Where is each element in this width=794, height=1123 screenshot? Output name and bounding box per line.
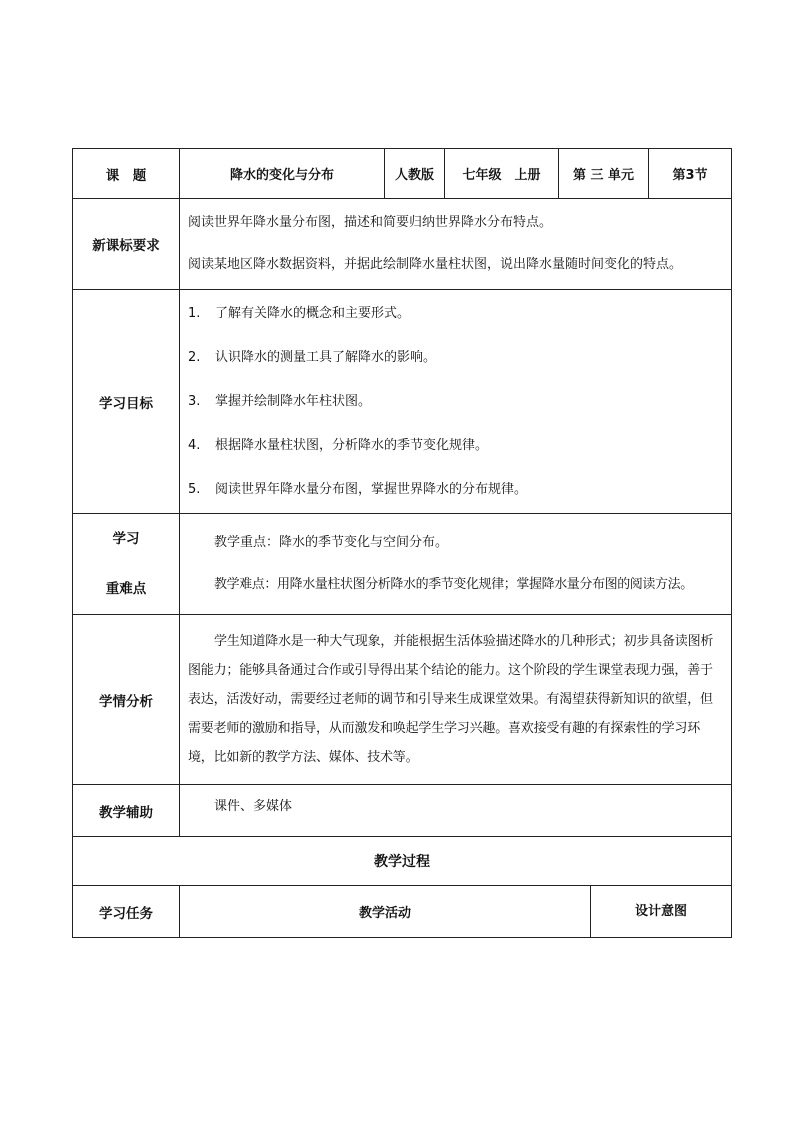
list-item: 3. 掌握并绘制降水年柱状图。 (188, 393, 372, 409)
column-header-activity: 教学活动 (180, 886, 591, 938)
topic-label: 课 题 (73, 149, 180, 199)
key-points-label-line-1: 学习 (112, 531, 140, 547)
objectives-label: 学习目标 (73, 290, 180, 514)
column-header-intent: 设计意图 (591, 886, 732, 938)
aids-row (73, 785, 732, 837)
teaching-key-point: 教学重点：降水的季节变化与空间分布。 (214, 535, 449, 550)
lesson-title: 降水的变化与分布 (180, 149, 385, 199)
curriculum-line-2: 阅读某地区降水数据资料，并据此绘制降水量柱状图，说出降水量随时间变化的特点。 (188, 257, 683, 272)
curriculum-row (73, 199, 732, 290)
process-title: 教学过程 (73, 837, 732, 886)
header-row (73, 149, 732, 199)
grade-volume: 七年级 上册 (445, 149, 559, 199)
analysis-label: 学情分析 (73, 615, 180, 785)
analysis-content: 学生知道降水是一种大气现象，并能根据生活体验描述降水的几种形式；初步具备读图析图能力；能够具备通过合作或引导得出某个结论的能力。这个阶段的学生课堂表现力强，善于表达，活泼好动，需要经过老师的调节和引导来生成课堂效果。有渴望获得新知识的欲望，但需要老师的激励和指导，从而激发和唤起学生学习兴趣。喜欢接受有趣的有探索性的学习环境，比如新的教学方法、媒体、技术等。 (180, 615, 732, 785)
analysis-row (73, 615, 732, 785)
list-item: 2. 认识降水的测量工具了解降水的影响。 (188, 349, 437, 365)
lesson-plan-table (72, 148, 732, 938)
unit-number: 第 三 单元 (559, 149, 649, 199)
objectives-content (180, 290, 732, 514)
key-points-label (73, 514, 180, 615)
aids-content: 课件、多媒体 (180, 785, 732, 837)
curriculum-label: 新课标要求 (73, 199, 180, 290)
curriculum-line-1: 阅读世界年降水量分布图，描述和简要归纳世界降水分布特点。 (188, 215, 553, 230)
list-item: 4. 根据降水量柱状图，分析降水的季节变化规律。 (188, 437, 489, 453)
objectives-list (180, 295, 731, 509)
list-item: 1. 了解有关降水的概念和主要形式。 (188, 305, 411, 321)
section-number: 第3节 (649, 149, 732, 199)
column-header-task: 学习任务 (73, 886, 180, 938)
list-item: 5. 阅读世界年降水量分布图，掌握世界降水的分布规律。 (188, 481, 528, 497)
curriculum-content (180, 199, 732, 290)
teaching-difficult-point: 教学难点：用降水量柱状图分析降水的季节变化规律；掌握降水量分布图的阅读方法。 (214, 577, 693, 592)
key-points-content (180, 514, 732, 615)
process-title-row (73, 837, 732, 886)
key-points-label-line-2: 重难点 (105, 581, 147, 597)
key-points-row (73, 514, 732, 615)
aids-label: 教学辅助 (73, 785, 180, 837)
process-header-row (73, 886, 732, 938)
publisher: 人教版 (385, 149, 445, 199)
objectives-row (73, 290, 732, 514)
